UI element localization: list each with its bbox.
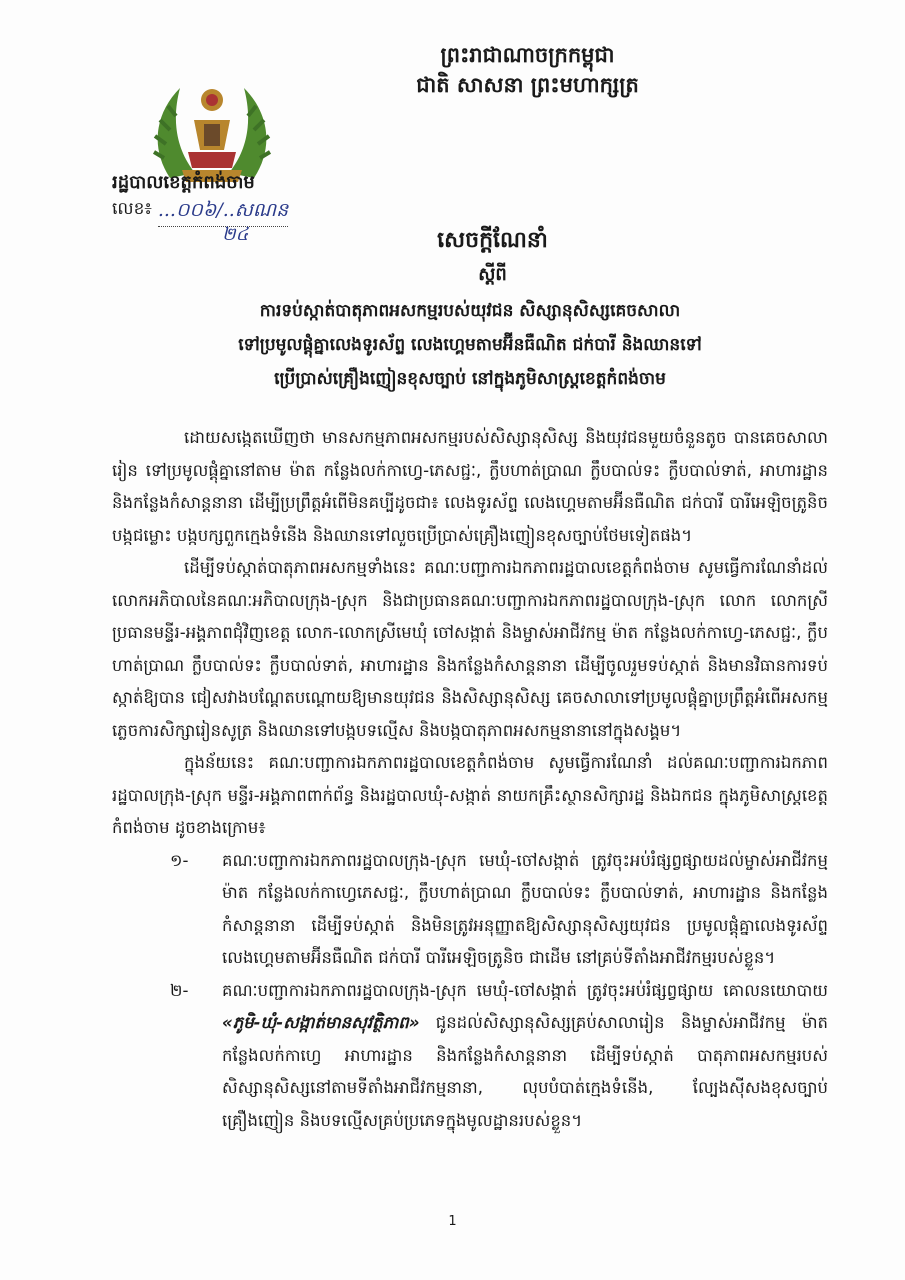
list-item-text: គណៈបញ្ជាការឯកភាពរដ្ឋបាលក្រុង-ស្រុក មេឃុំ-ចៅសង្កាត់ ត្រូវចុះអប់រំផ្សព្វផ្សាយ គោលនយោបាយ: [222, 980, 828, 1000]
policy-emphasis: «ភូមិ-ឃុំ-សង្កាត់មានសុវត្ថិភាព»: [222, 1013, 420, 1032]
about-label: ស្តីពី: [478, 264, 507, 285]
paragraph: ដើម្បីទប់ស្កាត់បាតុភាពអសកម្មទាំងនេះ គណៈបញ្ជាការឯកភាពរដ្ឋបាលខេត្តកំពង់ចាម សូមធ្វើការណែនាំដល់លោកអភិបាលនៃគណៈអភិបាលក្រុង-ស្រុក និងជាប្រធានគណៈបញ្ជាការឯកភាពរដ្ឋបាលក្រុង-ស្រុក លោក លោកស្រីប្រធានមន្ទីរ-អង្គភាពជុំវិញខេត្ត លោក-លោកស្រីមេឃុំ ចៅសង្កាត់ និងម្ចាស់អាជីវកម្ម ម៉ាត កន្លែងលក់កាហ្វេ-ភេសជ្ជៈ, ក្លឹបហាត់ប្រាណ ក្លឹបបាល់ទះ ក្លឹបបាល់ទាត់, អាហារដ្ឋាន និងកន្លែងកំសាន្តនានា ដើម្បីចូលរួមទប់ស្កាត់ និងមានវិធានការទប់ស្កាត់ឱ្យបាន ជៀសវាងបណ្តែតបណ្តោយឱ្យមានយុវជន និងសិស្សានុសិស្ស គេចសាលាទៅប្រមូលផ្តុំគ្នាប្រព្រឹត្តអំពើអសកម្ម ភ្លេចការសិក្សារៀនសូត្រ និងឈានទៅបង្កបទល្មើស និងបង្កបាតុភាពអសកម្មនានានៅក្នុងសង្គម។: [112, 558, 828, 740]
national-motto: ជាតិ សាសនា ព្រះមហាក្សត្រ: [416, 73, 639, 97]
subject-line: ប្រើប្រាស់គ្រឿងញៀនខុសច្បាប់ នៅក្នុងភូមិសាស្ត្រខេត្តកំពង់ចាម: [274, 369, 666, 389]
reference-year: ២៤: [222, 224, 249, 245]
subject-line: ការទប់ស្កាត់បាតុភាពអសកម្មរបស់យុវជន សិស្សានុសិស្សគេចសាលា: [259, 301, 681, 321]
list-item: [112, 845, 828, 975]
document-body: [112, 422, 828, 1137]
kingdom-header: [0, 40, 905, 100]
paragraph: ក្នុងន័យនេះ គណៈបញ្ជាការឯកភាពរដ្ឋបាលខេត្តកំពង់ចាម សូមធ្វើការណែនាំ ដល់គណៈបញ្ជាការឯកភាពរដ្ឋបាលក្រុង-ស្រុក មន្ទីរ-អង្គភាពពាក់ព័ន្ធ និងរដ្ឋបាលឃុំ-សង្កាត់ នាយកគ្រឹះស្ថានសិក្សារដ្ឋ និងឯកជន ក្នុងភូមិសាស្ត្រខេត្តកំពង់ចាម ដូចខាងក្រោម៖: [112, 753, 828, 837]
paragraph: ដោយសង្កេតឃើញថា មានសកម្មភាពអសកម្មរបស់សិស្សានុសិស្ស និងយុវជនមួយចំនួនតូច បានគេចសាលារៀន ទៅប្រមូលផ្តុំគ្នានៅតាម ម៉ាត កន្លែងលក់កាហ្វេ-ភេសជ្ជៈ, ក្លឹបហាត់ប្រាណ ក្លឹបបាល់ទះ ក្លឹបបាល់ទាត់, អាហារដ្ឋាន និងកន្លែងកំសាន្តនានា ដើម្បីប្រព្រឹត្តអំពើមិនគប្បីដូចជា៖ លេងទូរស័ព្ទ លេងហ្គេមតាមអ៊ីនធឺណិត ជក់បារី បារីអេឡិចត្រូនិច បង្កជម្លោះ បង្កបក្សពួកក្មេងទំនើង និងឈានទៅលួចប្រើប្រាស់គ្រឿងញៀនខុសច្បាប់ថែមទៀតផង។: [112, 428, 828, 545]
subject-block: [110, 294, 830, 396]
reference-label: លេខ៖: [112, 199, 152, 219]
document-title: សេចក្តីណែនាំ: [437, 228, 548, 253]
list-item-number: ១-: [170, 850, 189, 870]
list-item-text: ជូនដល់សិស្សានុសិស្សគ្រប់សាលារៀន និងម្ចាស់អាជីវកម្ម ម៉ាត កន្លែងលក់កាហ្វេ អាហារដ្ឋាន និងកន្លែងកំសាន្តនានា ដើម្បីទប់ស្កាត់ បាតុភាពអសកម្មរបស់សិស្សានុសិស្សនៅតាមទីតាំងអាជីវកម្មនានា, លុបបំបាត់ក្មេងទំនើង, ល្បែងស៊ីសងខុសច្បាប់ គ្រឿងញៀន និងបទល្មើសគ្រប់ប្រភេទក្នុងមូលដ្ឋានរបស់ខ្លួន។: [222, 1013, 828, 1130]
issuing-office: រដ្ឋបាលខេត្តកំពង់ចាម: [112, 172, 255, 193]
kingdom-title: ព្រះរាជាណាចក្រកម្ពុជា: [440, 43, 615, 67]
list-item: [112, 975, 828, 1138]
list-item-text: គណៈបញ្ជាការឯកភាពរដ្ឋបាលក្រុង-ស្រុក មេឃុំ-ចៅសង្កាត់ ត្រូវចុះអប់រំផ្សព្វផ្សាយដល់ម្ចាស់អាជីវកម្ម ម៉ាត កន្លែងលក់កាហ្វេភេសជ្ជៈ, ក្លឹបហាត់ប្រាណ ក្លឹបបាល់ទះ ក្លឹបបាល់ទាត់, អាហារដ្ឋាន និងកន្លែងកំសាន្តនានា ដើម្បីទប់ស្កាត់ និងមិនត្រូវអនុញ្ញាតឱ្យសិស្សានុសិស្សយុវជន ប្រមូលផ្តុំគ្នាលេងទូរស័ព្ទ លេងហ្គេមតាមអ៊ីនធឺណិត ជក់បារី បារីអេឡិចត្រូនិច ជាដើម នៅគ្រប់ទីតាំងអាជីវកម្មរបស់ខ្លួន។: [222, 850, 828, 967]
reference-number: [112, 198, 289, 245]
list-item-number: ២-: [170, 980, 189, 1000]
reference-number-value: ...០០៦/..សណន: [158, 198, 288, 227]
subject-line: ទៅប្រមូលផ្តុំគ្នាលេងទូរស័ព្ទ លេងហ្គេមតាមអ៊ីនធឺណិត ជក់បារី និងឈានទៅ: [238, 335, 702, 355]
page-number: 1: [448, 1214, 457, 1229]
